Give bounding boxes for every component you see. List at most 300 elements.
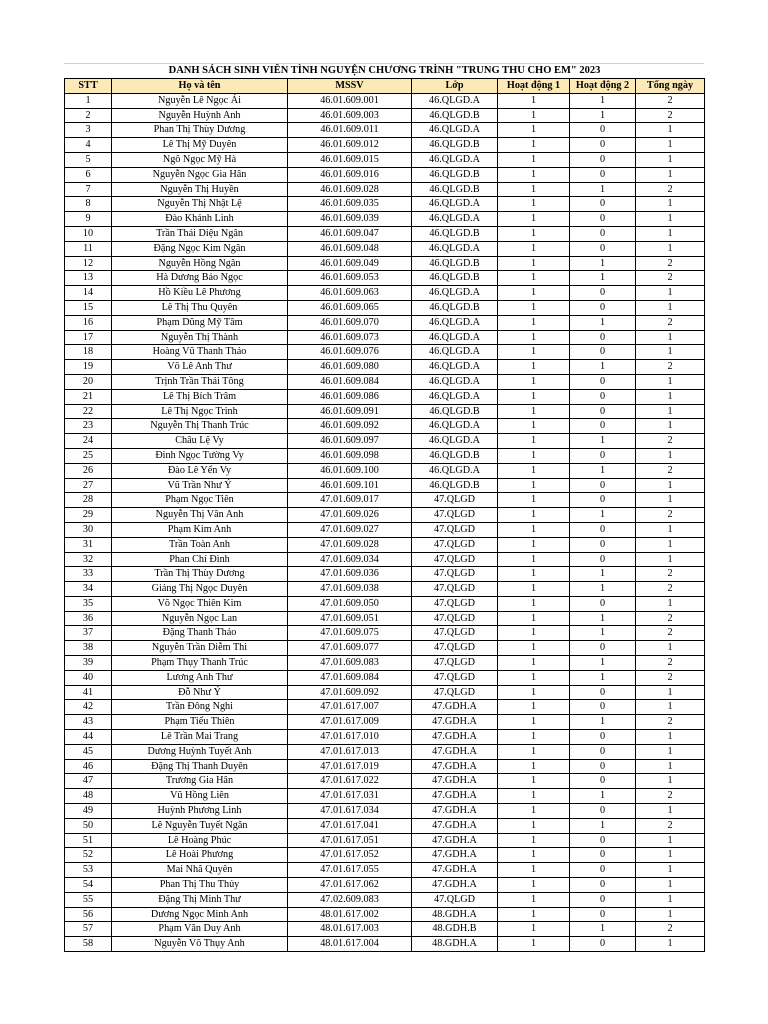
cell-stt: 27 <box>65 478 112 493</box>
cell-total-days: 1 <box>636 685 705 700</box>
cell-activity-2: 0 <box>570 848 636 863</box>
table-row <box>65 611 705 626</box>
cell-mssv: 46.01.609.073 <box>288 330 412 345</box>
cell-activity-2: 0 <box>570 123 636 138</box>
col-header-activity-2: Hoạt động 2 <box>570 79 636 94</box>
cell-class: 46.QLGD.B <box>412 300 498 315</box>
cell-activity-1: 1 <box>498 123 570 138</box>
cell-activity-1: 1 <box>498 789 570 804</box>
cell-activity-1: 1 <box>498 863 570 878</box>
cell-activity-2: 1 <box>570 715 636 730</box>
cell-activity-1: 1 <box>498 715 570 730</box>
cell-activity-1: 1 <box>498 434 570 449</box>
cell-class: 46.QLGD.B <box>412 478 498 493</box>
cell-class: 46.QLGD.B <box>412 448 498 463</box>
cell-stt: 39 <box>65 656 112 671</box>
cell-name: Hà Dương Bảo Ngọc <box>112 271 288 286</box>
cell-total-days: 2 <box>636 108 705 123</box>
cell-name: Trần Đông Nghi <box>112 700 288 715</box>
cell-mssv: 46.01.609.063 <box>288 286 412 301</box>
cell-mssv: 48.01.617.004 <box>288 937 412 952</box>
cell-activity-2: 0 <box>570 286 636 301</box>
cell-class: 46.QLGD.A <box>412 241 498 256</box>
cell-activity-2: 0 <box>570 226 636 241</box>
cell-mssv: 46.01.609.091 <box>288 404 412 419</box>
table-row <box>65 167 705 182</box>
cell-name: Đỗ Như Ý <box>112 685 288 700</box>
table-row <box>65 330 705 345</box>
table-row <box>65 774 705 789</box>
cell-name: Lương Anh Thư <box>112 670 288 685</box>
table-row <box>65 848 705 863</box>
cell-stt: 6 <box>65 167 112 182</box>
cell-activity-1: 1 <box>498 670 570 685</box>
cell-class: 47.QLGD <box>412 611 498 626</box>
cell-mssv: 46.01.609.084 <box>288 374 412 389</box>
cell-name: Võ Lê Anh Thư <box>112 360 288 375</box>
cell-mssv: 47.01.617.019 <box>288 759 412 774</box>
cell-activity-1: 1 <box>498 419 570 434</box>
cell-name: Lê Hoài Phương <box>112 848 288 863</box>
col-header-total-days: Tổng ngày <box>636 79 705 94</box>
cell-class: 46.QLGD.B <box>412 182 498 197</box>
cell-class: 46.QLGD.A <box>412 152 498 167</box>
cell-activity-1: 1 <box>498 226 570 241</box>
cell-total-days: 1 <box>636 774 705 789</box>
cell-stt: 20 <box>65 374 112 389</box>
cell-mssv: 46.01.609.047 <box>288 226 412 241</box>
cell-mssv: 46.01.609.015 <box>288 152 412 167</box>
cell-mssv: 47.01.617.055 <box>288 863 412 878</box>
cell-class: 46.QLGD.A <box>412 212 498 227</box>
cell-mssv: 46.01.609.065 <box>288 300 412 315</box>
table-row <box>65 700 705 715</box>
cell-stt: 38 <box>65 641 112 656</box>
cell-total-days: 1 <box>636 892 705 907</box>
table-row <box>65 241 705 256</box>
cell-stt: 47 <box>65 774 112 789</box>
cell-mssv: 46.01.609.012 <box>288 138 412 153</box>
cell-stt: 30 <box>65 522 112 537</box>
cell-name: Hoàng Vũ Thanh Thảo <box>112 345 288 360</box>
cell-total-days: 1 <box>636 241 705 256</box>
cell-activity-1: 1 <box>498 804 570 819</box>
table-row <box>65 108 705 123</box>
cell-activity-2: 0 <box>570 522 636 537</box>
cell-class: 46.QLGD.A <box>412 197 498 212</box>
cell-activity-1: 1 <box>498 493 570 508</box>
cell-activity-2: 0 <box>570 833 636 848</box>
cell-activity-2: 0 <box>570 197 636 212</box>
cell-mssv: 47.01.609.028 <box>288 537 412 552</box>
cell-total-days: 1 <box>636 212 705 227</box>
cell-total-days: 2 <box>636 508 705 523</box>
cell-stt: 7 <box>65 182 112 197</box>
cell-stt: 57 <box>65 922 112 937</box>
table-row <box>65 833 705 848</box>
cell-stt: 33 <box>65 567 112 582</box>
cell-mssv: 46.01.609.011 <box>288 123 412 138</box>
cell-name: Võ Ngọc Thiên Kim <box>112 596 288 611</box>
cell-activity-2: 1 <box>570 670 636 685</box>
table-row <box>65 152 705 167</box>
cell-class: 46.QLGD.A <box>412 330 498 345</box>
cell-activity-1: 1 <box>498 685 570 700</box>
cell-activity-1: 1 <box>498 833 570 848</box>
table-row <box>65 345 705 360</box>
cell-total-days: 1 <box>636 374 705 389</box>
cell-total-days: 1 <box>636 863 705 878</box>
cell-activity-1: 1 <box>498 626 570 641</box>
table-row <box>65 759 705 774</box>
cell-stt: 34 <box>65 582 112 597</box>
table-row <box>65 256 705 271</box>
table-row <box>65 744 705 759</box>
cell-class: 47.GDH.A <box>412 878 498 893</box>
cell-mssv: 46.01.609.053 <box>288 271 412 286</box>
cell-activity-1: 1 <box>498 878 570 893</box>
cell-name: Nguyễn Hồng Ngân <box>112 256 288 271</box>
table-row <box>65 286 705 301</box>
table-row <box>65 715 705 730</box>
cell-stt: 12 <box>65 256 112 271</box>
cell-class: 46.QLGD.B <box>412 226 498 241</box>
table-row <box>65 537 705 552</box>
col-header-name: Họ và tên <box>112 79 288 94</box>
table-row <box>65 596 705 611</box>
table-row <box>65 138 705 153</box>
cell-total-days: 1 <box>636 167 705 182</box>
cell-name: Phạm Ngọc Tiên <box>112 493 288 508</box>
table-row <box>65 404 705 419</box>
cell-name: Đặng Thị Minh Thư <box>112 892 288 907</box>
cell-mssv: 46.01.609.001 <box>288 93 412 108</box>
cell-activity-1: 1 <box>498 641 570 656</box>
cell-stt: 13 <box>65 271 112 286</box>
cell-name: Đào Lê Yến Vy <box>112 463 288 478</box>
cell-activity-1: 1 <box>498 537 570 552</box>
cell-activity-2: 1 <box>570 256 636 271</box>
cell-class: 47.GDH.A <box>412 863 498 878</box>
cell-stt: 55 <box>65 892 112 907</box>
cell-activity-2: 0 <box>570 641 636 656</box>
cell-stt: 4 <box>65 138 112 153</box>
cell-mssv: 47.01.609.027 <box>288 522 412 537</box>
cell-activity-2: 0 <box>570 419 636 434</box>
cell-total-days: 1 <box>636 759 705 774</box>
cell-stt: 52 <box>65 848 112 863</box>
cell-class: 47.QLGD <box>412 567 498 582</box>
cell-class: 47.GDH.A <box>412 789 498 804</box>
cell-mssv: 47.01.609.034 <box>288 552 412 567</box>
cell-stt: 11 <box>65 241 112 256</box>
cell-class: 46.QLGD.A <box>412 419 498 434</box>
cell-total-days: 2 <box>636 360 705 375</box>
cell-activity-2: 0 <box>570 552 636 567</box>
cell-activity-1: 1 <box>498 730 570 745</box>
cell-class: 47.GDH.A <box>412 730 498 745</box>
cell-mssv: 47.01.609.083 <box>288 656 412 671</box>
cell-stt: 31 <box>65 537 112 552</box>
table-row <box>65 463 705 478</box>
cell-name: Nguyễn Lê Ngọc Ái <box>112 93 288 108</box>
cell-name: Lê Thị Mỹ Duyên <box>112 138 288 153</box>
cell-mssv: 46.01.609.035 <box>288 197 412 212</box>
cell-name: Phạm Kim Anh <box>112 522 288 537</box>
cell-stt: 2 <box>65 108 112 123</box>
cell-stt: 44 <box>65 730 112 745</box>
cell-name: Phan Thị Thùy Dương <box>112 123 288 138</box>
cell-activity-2: 1 <box>570 182 636 197</box>
table-row <box>65 522 705 537</box>
cell-activity-1: 1 <box>498 937 570 952</box>
cell-name: Nguyễn Thị Thành <box>112 330 288 345</box>
cell-mssv: 46.01.609.097 <box>288 434 412 449</box>
cell-stt: 24 <box>65 434 112 449</box>
cell-activity-1: 1 <box>498 848 570 863</box>
cell-class: 47.GDH.A <box>412 833 498 848</box>
cell-name: Đào Khánh Linh <box>112 212 288 227</box>
cell-mssv: 47.01.609.017 <box>288 493 412 508</box>
cell-activity-1: 1 <box>498 286 570 301</box>
cell-class: 47.QLGD <box>412 892 498 907</box>
cell-activity-1: 1 <box>498 197 570 212</box>
cell-stt: 41 <box>65 685 112 700</box>
table-row <box>65 123 705 138</box>
table-row <box>65 93 705 108</box>
cell-activity-1: 1 <box>498 300 570 315</box>
cell-activity-1: 1 <box>498 93 570 108</box>
cell-class: 46.QLGD.A <box>412 123 498 138</box>
table-row <box>65 389 705 404</box>
cell-activity-1: 1 <box>498 922 570 937</box>
cell-mssv: 48.01.617.003 <box>288 922 412 937</box>
cell-stt: 54 <box>65 878 112 893</box>
table-row <box>65 182 705 197</box>
cell-class: 47.GDH.A <box>412 744 498 759</box>
cell-activity-2: 0 <box>570 212 636 227</box>
cell-activity-2: 1 <box>570 818 636 833</box>
cell-name: Nguyễn Ngọc Lan <box>112 611 288 626</box>
cell-activity-2: 1 <box>570 360 636 375</box>
col-header-stt: STT <box>65 79 112 94</box>
cell-stt: 56 <box>65 907 112 922</box>
cell-name: Hồ Kiều Lê Phương <box>112 286 288 301</box>
table-row <box>65 907 705 922</box>
cell-total-days: 1 <box>636 404 705 419</box>
cell-activity-2: 1 <box>570 463 636 478</box>
cell-total-days: 1 <box>636 730 705 745</box>
cell-name: Đặng Ngọc Kim Ngân <box>112 241 288 256</box>
cell-activity-1: 1 <box>498 759 570 774</box>
cell-class: 46.QLGD.B <box>412 404 498 419</box>
cell-activity-1: 1 <box>498 596 570 611</box>
cell-total-days: 1 <box>636 152 705 167</box>
cell-name: Lê Thị Ngọc Trinh <box>112 404 288 419</box>
cell-name: Lê Thị Bích Trâm <box>112 389 288 404</box>
cell-total-days: 1 <box>636 478 705 493</box>
cell-mssv: 46.01.609.028 <box>288 182 412 197</box>
cell-activity-1: 1 <box>498 241 570 256</box>
cell-activity-2: 0 <box>570 937 636 952</box>
cell-activity-1: 1 <box>498 552 570 567</box>
table-row <box>65 271 705 286</box>
cell-name: Phan Chí Đình <box>112 552 288 567</box>
cell-class: 47.GDH.A <box>412 700 498 715</box>
cell-activity-2: 0 <box>570 685 636 700</box>
cell-total-days: 2 <box>636 463 705 478</box>
cell-activity-2: 1 <box>570 315 636 330</box>
cell-total-days: 1 <box>636 804 705 819</box>
cell-mssv: 46.01.609.098 <box>288 448 412 463</box>
cell-total-days: 2 <box>636 582 705 597</box>
cell-stt: 35 <box>65 596 112 611</box>
cell-activity-1: 1 <box>498 700 570 715</box>
cell-total-days: 2 <box>636 315 705 330</box>
cell-stt: 16 <box>65 315 112 330</box>
col-header-activity-1: Hoạt động 1 <box>498 79 570 94</box>
cell-class: 46.QLGD.B <box>412 167 498 182</box>
cell-activity-1: 1 <box>498 656 570 671</box>
cell-activity-2: 0 <box>570 478 636 493</box>
cell-name: Phạm Văn Duy Anh <box>112 922 288 937</box>
cell-activity-2: 0 <box>570 907 636 922</box>
cell-activity-2: 1 <box>570 434 636 449</box>
table-row <box>65 197 705 212</box>
cell-class: 47.QLGD <box>412 493 498 508</box>
cell-activity-1: 1 <box>498 360 570 375</box>
cell-stt: 58 <box>65 937 112 952</box>
cell-stt: 10 <box>65 226 112 241</box>
cell-mssv: 47.01.617.062 <box>288 878 412 893</box>
cell-class: 46.QLGD.A <box>412 463 498 478</box>
cell-total-days: 1 <box>636 641 705 656</box>
cell-stt: 49 <box>65 804 112 819</box>
cell-mssv: 47.01.609.092 <box>288 685 412 700</box>
table-row <box>65 863 705 878</box>
cell-mssv: 46.01.609.086 <box>288 389 412 404</box>
table-row <box>65 419 705 434</box>
cell-class: 47.QLGD <box>412 582 498 597</box>
cell-name: Ngô Ngọc Mỹ Hà <box>112 152 288 167</box>
table-row <box>65 478 705 493</box>
cell-activity-2: 0 <box>570 759 636 774</box>
cell-class: 47.QLGD <box>412 641 498 656</box>
cell-mssv: 46.01.609.092 <box>288 419 412 434</box>
table-row <box>65 804 705 819</box>
cell-mssv: 47.01.617.022 <box>288 774 412 789</box>
cell-mssv: 47.01.617.010 <box>288 730 412 745</box>
cell-total-days: 2 <box>636 93 705 108</box>
cell-class: 47.GDH.A <box>412 774 498 789</box>
cell-mssv: 47.01.617.041 <box>288 818 412 833</box>
cell-total-days: 2 <box>636 256 705 271</box>
cell-stt: 15 <box>65 300 112 315</box>
cell-name: Lê Nguyễn Tuyết Ngân <box>112 818 288 833</box>
cell-name: Đặng Thanh Thảo <box>112 626 288 641</box>
cell-name: Lê Thị Thu Quyên <box>112 300 288 315</box>
cell-total-days: 2 <box>636 656 705 671</box>
cell-class: 46.QLGD.B <box>412 271 498 286</box>
cell-stt: 17 <box>65 330 112 345</box>
cell-activity-2: 0 <box>570 596 636 611</box>
cell-activity-1: 1 <box>498 611 570 626</box>
cell-class: 46.QLGD.B <box>412 256 498 271</box>
cell-activity-2: 0 <box>570 493 636 508</box>
cell-stt: 23 <box>65 419 112 434</box>
cell-activity-2: 0 <box>570 700 636 715</box>
cell-name: Nguyễn Thị Huyền <box>112 182 288 197</box>
cell-total-days: 1 <box>636 537 705 552</box>
cell-activity-1: 1 <box>498 315 570 330</box>
cell-stt: 53 <box>65 863 112 878</box>
cell-mssv: 47.01.609.084 <box>288 670 412 685</box>
cell-total-days: 1 <box>636 907 705 922</box>
cell-mssv: 47.01.617.034 <box>288 804 412 819</box>
cell-total-days: 1 <box>636 848 705 863</box>
cell-name: Dương Huỳnh Tuyết Anh <box>112 744 288 759</box>
cell-activity-2: 0 <box>570 345 636 360</box>
cell-class: 47.QLGD <box>412 508 498 523</box>
cell-mssv: 47.02.609.083 <box>288 892 412 907</box>
cell-stt: 50 <box>65 818 112 833</box>
cell-total-days: 2 <box>636 434 705 449</box>
cell-stt: 42 <box>65 700 112 715</box>
cell-class: 47.GDH.A <box>412 715 498 730</box>
cell-total-days: 1 <box>636 937 705 952</box>
cell-activity-1: 1 <box>498 907 570 922</box>
table-row <box>65 552 705 567</box>
cell-total-days: 2 <box>636 818 705 833</box>
cell-class: 48.GDH.A <box>412 907 498 922</box>
cell-name: Phạm Tiểu Thiên <box>112 715 288 730</box>
table-row <box>65 300 705 315</box>
cell-class: 46.QLGD.A <box>412 345 498 360</box>
cell-class: 47.QLGD <box>412 656 498 671</box>
cell-total-days: 1 <box>636 878 705 893</box>
cell-mssv: 46.01.609.049 <box>288 256 412 271</box>
cell-activity-1: 1 <box>498 152 570 167</box>
cell-activity-1: 1 <box>498 744 570 759</box>
cell-activity-1: 1 <box>498 818 570 833</box>
cell-activity-1: 1 <box>498 330 570 345</box>
cell-name: Nguyễn Võ Thụy Anh <box>112 937 288 952</box>
cell-name: Châu Lệ Vy <box>112 434 288 449</box>
cell-name: Đinh Ngọc Tường Vy <box>112 448 288 463</box>
cell-total-days: 1 <box>636 744 705 759</box>
cell-mssv: 47.01.609.051 <box>288 611 412 626</box>
cell-mssv: 46.01.609.076 <box>288 345 412 360</box>
cell-stt: 22 <box>65 404 112 419</box>
cell-stt: 28 <box>65 493 112 508</box>
cell-stt: 45 <box>65 744 112 759</box>
cell-class: 47.QLGD <box>412 552 498 567</box>
cell-class: 46.QLGD.A <box>412 360 498 375</box>
cell-total-days: 1 <box>636 330 705 345</box>
cell-stt: 5 <box>65 152 112 167</box>
table-row <box>65 789 705 804</box>
cell-activity-1: 1 <box>498 892 570 907</box>
cell-activity-2: 0 <box>570 730 636 745</box>
cell-name: Phạm Thụy Thanh Trúc <box>112 656 288 671</box>
cell-activity-2: 0 <box>570 804 636 819</box>
cell-name: Trần Thái Diệu Ngân <box>112 226 288 241</box>
col-header-mssv: MSSV <box>288 79 412 94</box>
title-row <box>65 64 705 79</box>
cell-activity-1: 1 <box>498 508 570 523</box>
cell-name: Vũ Hồng Liên <box>112 789 288 804</box>
cell-stt: 51 <box>65 833 112 848</box>
